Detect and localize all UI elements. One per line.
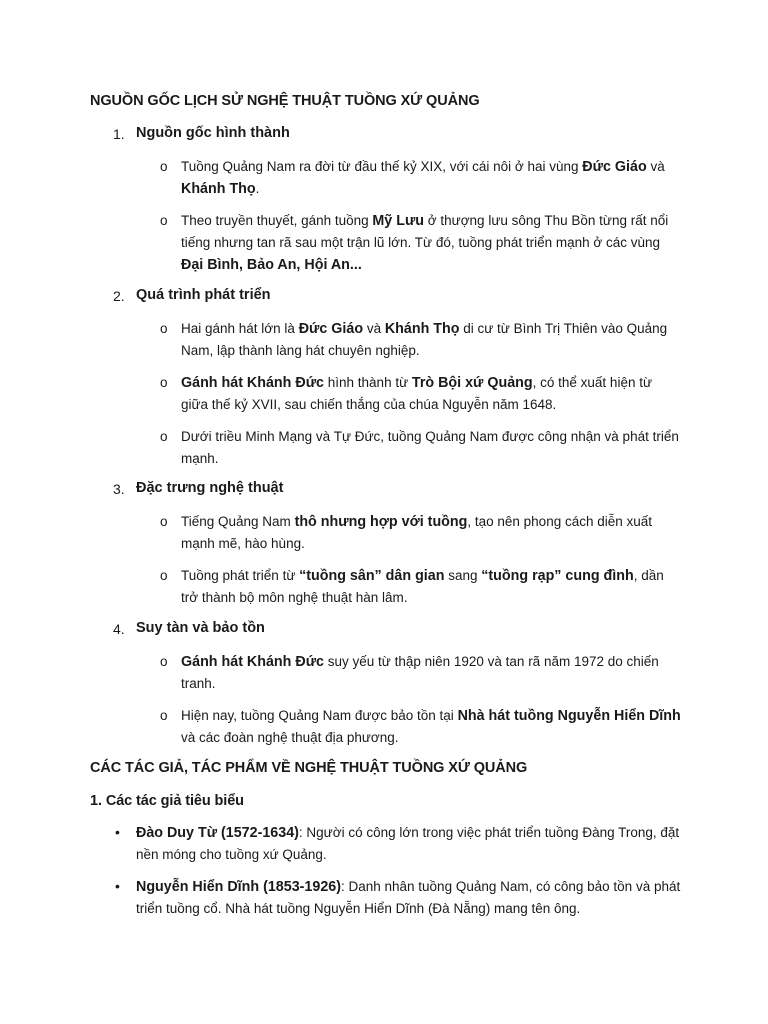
- text-run: hình thành từ: [324, 375, 412, 390]
- section-4-item-1: [181, 651, 681, 695]
- bullet-marker: •: [115, 824, 120, 840]
- text-run: Dưới triều Minh Mạng và Tự Đức, tuồng Quảng Nam được công nhận và phát triển mạnh.: [181, 429, 679, 466]
- bold-text: Đức Giáo: [298, 321, 364, 337]
- bold-text: “tuồng sân” dân gian: [299, 568, 445, 584]
- sub-bullet-marker: o: [160, 654, 168, 669]
- text-run: suy yếu từ thập niên 1920 và tan rã năm 1972 do chiến tranh.: [181, 654, 659, 691]
- text-run: Theo truyền thuyết, gánh tuồng: [181, 213, 373, 228]
- text-run: Tuồng Quảng Nam ra đời từ đầu thế kỷ XIX, với cái nôi ở hai vùng: [181, 159, 583, 174]
- bold-text: “tuồng rạp” cung đình: [481, 568, 634, 584]
- section-1-item-2: [181, 210, 681, 276]
- section-3-title: Đặc trưng nghệ thuật: [136, 480, 284, 496]
- text-run: : Danh nhân tuồng Quảng Nam, có công bảo tồn và phát triển tuồng cổ. Nhà hát tuồng Nguyễn Hiển Dĩnh (Đà Nẵng) mang tên ông.: [136, 879, 681, 916]
- text-run: sang: [444, 568, 482, 583]
- section-2-item-3: [181, 426, 681, 470]
- section-2-item-2: [181, 372, 681, 416]
- bold-text: Khánh Thọ: [181, 181, 256, 197]
- text-run: và các đoàn nghệ thuật địa phương.: [181, 730, 399, 745]
- text-run: , tạo nên phong cách diễn xuất mạnh mẽ, hào hùng.: [181, 514, 653, 551]
- section-2-number: 2.: [113, 288, 125, 304]
- sub-bullet-marker: o: [160, 159, 168, 174]
- text-run: Tiếng Quảng Nam: [181, 514, 295, 529]
- section-3-item-2: [181, 565, 681, 609]
- heading-authors-works: CÁC TÁC GIẢ, TÁC PHẨM VỀ NGHỆ THUẬT TUỒNG XỨ QUẢNG: [90, 760, 528, 776]
- text-run: Hai gánh hát lớn là: [181, 321, 299, 336]
- author-nguyen-hien-dinh: [136, 876, 681, 920]
- subheading-authors: 1. Các tác giả tiêu biểu: [90, 793, 244, 809]
- bullet-marker: •: [115, 878, 120, 894]
- section-2-item-1: [181, 318, 681, 362]
- section-4-item-2: [181, 705, 681, 749]
- section-2-title: Quá trình phát triển: [136, 287, 271, 303]
- section-4-title: Suy tàn và bảo tồn: [136, 620, 265, 636]
- text-run: và: [363, 321, 385, 336]
- bold-text: Gánh hát Khánh Đức: [181, 654, 325, 670]
- bold-text: thô nhưng hợp với tuồng: [294, 514, 468, 530]
- bold-text: Trò Bội xứ Quảng: [411, 375, 533, 391]
- sub-bullet-marker: o: [160, 321, 168, 336]
- sub-bullet-marker: o: [160, 568, 168, 583]
- bold-text: Gánh hát Khánh Đức: [181, 375, 325, 391]
- bold-text: Mỹ Lưu: [372, 213, 425, 229]
- bold-text: Khánh Thọ: [384, 321, 460, 337]
- bold-text: Đại Bình, Bảo An, Hội An...: [181, 257, 362, 273]
- sub-bullet-marker: o: [160, 708, 168, 723]
- text-run: , dần trở thành bộ môn nghệ thuật hàn lâm.: [181, 568, 664, 605]
- section-3-item-1: [181, 511, 681, 555]
- section-1-number: 1.: [113, 126, 125, 142]
- text-run: , có thể xuất hiện từ giữa thế kỷ XVII, sau chiến thắng của chúa Nguyễn năm 1648.: [181, 375, 652, 412]
- sub-bullet-marker: o: [160, 213, 168, 228]
- bold-text: Nhà hát tuồng Nguyễn Hiển Dĩnh: [457, 708, 681, 724]
- section-1-item-1: [181, 156, 681, 200]
- author-dao-duy-tu: [136, 822, 681, 866]
- text-run: và: [646, 159, 665, 174]
- text-run: ở thượng lưu sông Thu Bồn từng rất nổi tiếng nhưng tan rã sau một trận lũ lớn. Từ đó, tuồng phát triển mạnh ở các vùng: [181, 213, 669, 250]
- text-run: .: [255, 181, 260, 196]
- sub-bullet-marker: o: [160, 429, 168, 444]
- bold-text: Đào Duy Từ (1572-1634): [136, 825, 299, 841]
- bold-text: Nguyễn Hiển Dĩnh (1853-1926): [136, 879, 341, 895]
- sub-bullet-marker: o: [160, 375, 168, 390]
- text-run: : Người có công lớn trong việc phát triển tuồng Đàng Trong, đặt nền móng cho tuồng xứ Quảng.: [136, 825, 680, 862]
- text-run: Hiện nay, tuồng Quảng Nam được bảo tồn tại: [181, 708, 458, 723]
- sub-bullet-marker: o: [160, 514, 168, 529]
- section-1-title: Nguồn gốc hình thành: [136, 125, 290, 141]
- bold-text: Đức Giáo: [582, 159, 647, 175]
- section-3-number: 3.: [113, 481, 125, 497]
- text-run: di cư từ Bình Trị Thiên vào Quảng Nam, lập thành làng hát chuyên nghiệp.: [181, 321, 668, 358]
- text-run: Tuồng phát triển từ: [181, 568, 300, 583]
- heading-origin: NGUỒN GỐC LỊCH SỬ NGHỆ THUẬT TUỒNG XỨ QUẢNG: [90, 93, 480, 109]
- section-4-number: 4.: [113, 621, 125, 637]
